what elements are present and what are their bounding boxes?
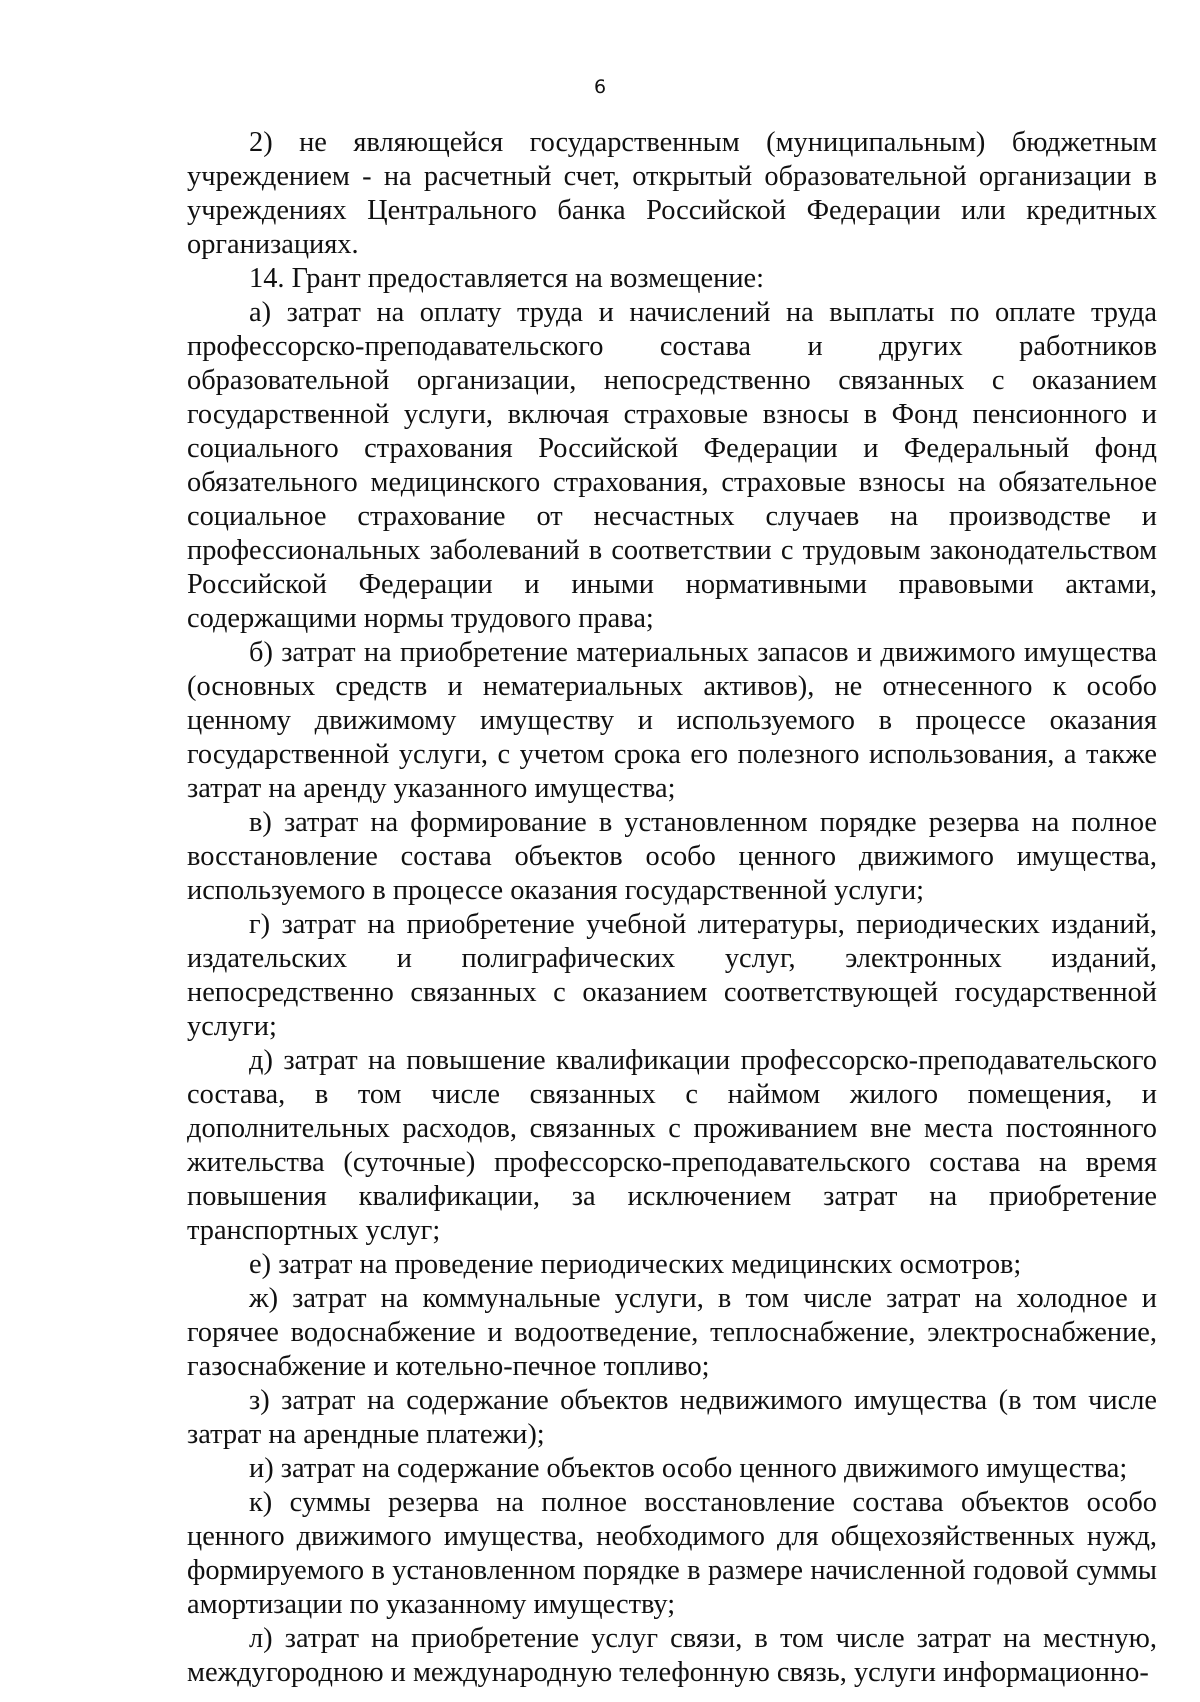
paragraph-item-2: 2) не являющейся государственным (муниципальным) бюджетным учреждением - на расчетный счет, открытый образовательной организации в учреждениях Центрального банка Российской Федерации или кредитных организациях.: [187, 127, 1157, 260]
paragraph-item-b: б) затрат на приобретение материальных запасов и движимого имущества (основных средств и нематериальных активов), не отнесенного к особо ценному движимому имуществу и используемого в процессе оказания государственной услуги, с учетом срока его полезного использования, а также затрат на аренду указанного имущества;: [187, 637, 1157, 804]
paragraph-item-z: з) затрат на содержание объектов недвижимого имущества (в том числе затрат на арендные платежи);: [187, 1385, 1157, 1450]
page-number: 6: [593, 76, 607, 98]
paragraph-item-l: л) затрат на приобретение услуг связи, в том числе затрат на местную, междугородною и международную телефонную связь, услуги информационно-: [187, 1623, 1157, 1688]
paragraph-item-g: г) затрат на приобретение учебной литературы, периодических изданий, издательских и полиграфических услуг, электронных изданий, непосредственно связанных с оказанием соответствующей государственной услуги;: [187, 909, 1157, 1042]
paragraph-item-e: е) затрат на проведение периодических медицинских осмотров;: [249, 1249, 1022, 1280]
paragraph-item-d: д) затрат на повышение квалификации профессорско-преподавательского состава, в том числе связанных с наймом жилого помещения, и дополнительных расходов, связанных с проживанием вне места постоянного жительства (суточные) профессорско-преподавательского состава на время повышения квалификации, за исключением затрат на приобретение транспортных услуг;: [187, 1045, 1157, 1246]
paragraph-item-v: в) затрат на формирование в установленном порядке резерва на полное восстановление состава объектов особо ценного движимого имущества, используемого в процессе оказания государственной услуги;: [187, 807, 1157, 906]
paragraph-item-zh: ж) затрат на коммунальные услуги, в том числе затрат на холодное и горячее водоснабжение и водоотведение, теплоснабжение, электроснабжение, газоснабжение и котельно-печное топливо;: [187, 1283, 1157, 1382]
paragraph-item-a: а) затрат на оплату труда и начислений на выплаты по оплате труда профессорско-преподавательского состава и других работников образовательной организации, непосредственно связанных с оказанием государственной услуги, включая страховые взносы в Фонд пенсионного и социального страхования Российской Федерации и Федеральный фонд обязательного медицинского страхования, страховые взносы на обязательное социальное страхование от несчастных случаев на производстве и профессиональных заболеваний в соответствии с трудовым законодательством Российской Федерации и иными нормативными правовыми актами, содержащими нормы трудового права;: [187, 297, 1157, 634]
paragraph-item-i: и) затрат на содержание объектов особо ценного движимого имущества;: [249, 1453, 1128, 1484]
paragraph-item-k: к) суммы резерва на полное восстановление состава объектов особо ценного движимого имущества, необходимого для общехозяйственных нужд, формируемого в установленном порядке в размере начисленной годовой суммы амортизации по указанному имуществу;: [187, 1487, 1157, 1620]
paragraph-clause-14: 14. Грант предоставляется на возмещение:: [249, 263, 765, 294]
document-body: [187, 126, 1157, 1690]
